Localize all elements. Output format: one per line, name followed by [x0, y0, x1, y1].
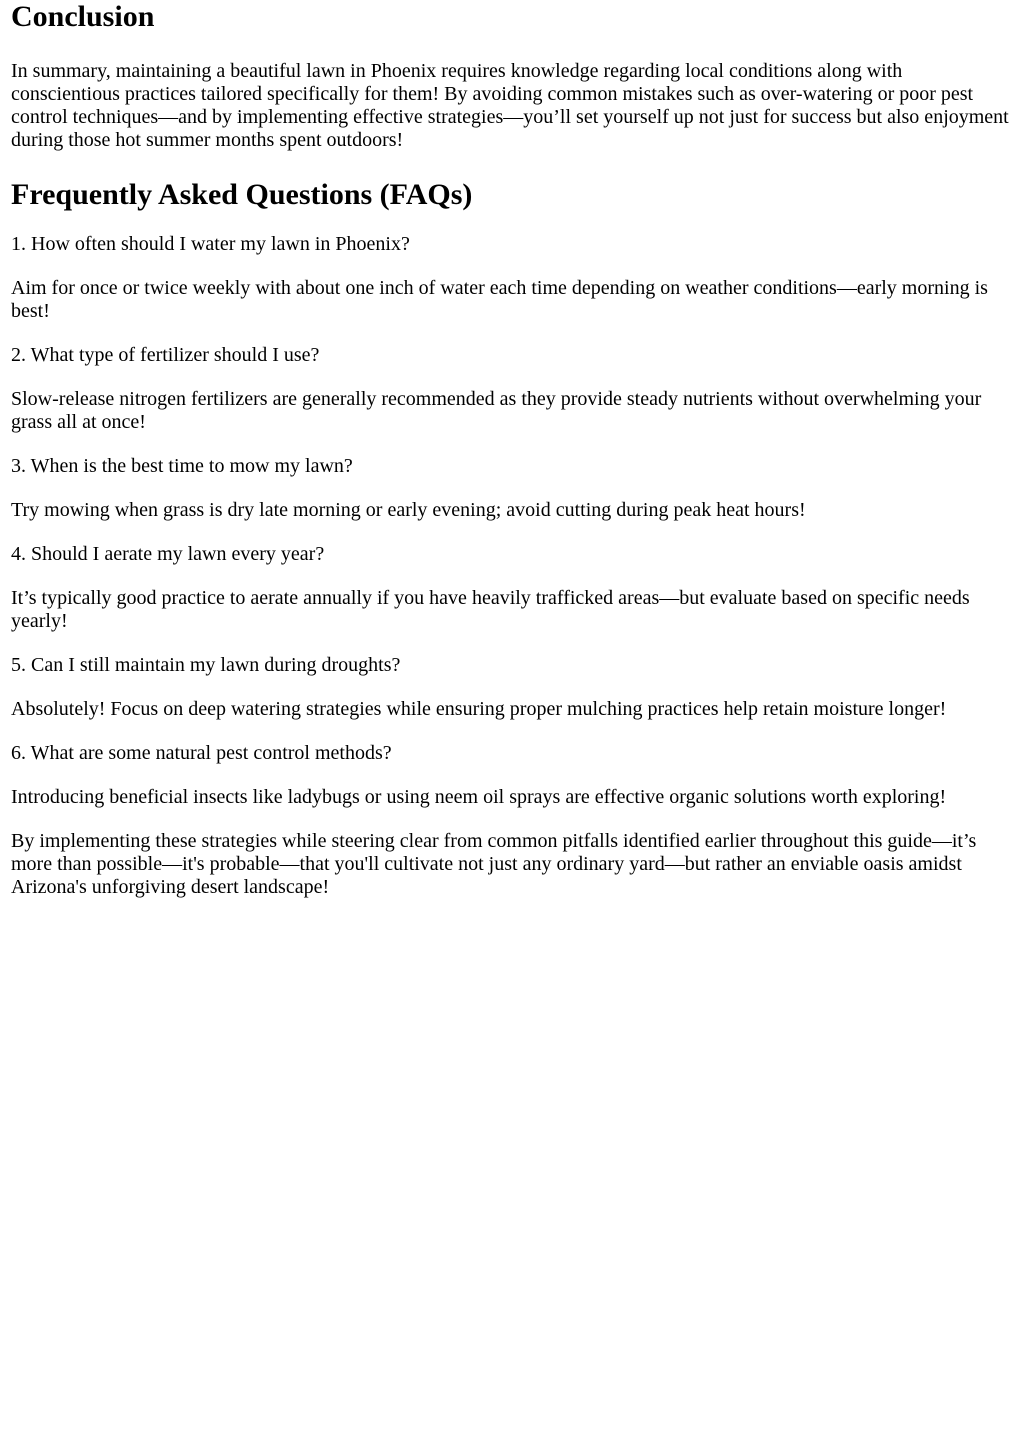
faq-question-3: 3. When is the best time to mow my lawn? — [11, 455, 353, 477]
faq-answer-4: It’s typically good practice to aerate annually if you have heavily trafficked areas—but evaluate based on specific needs yearly! — [11, 587, 970, 632]
conclusion-paragraph: In summary, maintaining a beautiful lawn in Phoenix requires knowledge regarding local conditions along with conscientious practices tailored specifically for them! By avoiding common mistakes such as over-watering or poor pest control techniques—and by implementing effective strategies—you’ll set yourself up not just for success but also enjoyment during those hot summer months spent outdoors! — [11, 60, 1009, 151]
faq-question-1: 1. How often should I water my lawn in Phoenix? — [11, 233, 410, 255]
faq-answer-1: Aim for once or twice weekly with about one inch of water each time depending on weather conditions—early morning is best! — [11, 277, 988, 322]
conclusion-heading: Conclusion — [11, 0, 155, 33]
faq-heading: Frequently Asked Questions (FAQs) — [11, 178, 473, 211]
closing-paragraph: By implementing these strategies while steering clear from common pitfalls identified earlier throughout this guide—it’s more than possible—it's probable—that you'll cultivate not just any ordinary yard—but rather an enviable oasis amidst Arizona's unforgiving desert landscape! — [11, 830, 977, 898]
faq-question-6: 6. What are some natural pest control methods? — [11, 742, 392, 764]
faq-answer-6: Introducing beneficial insects like ladybugs or using neem oil sprays are effective organic solutions worth exploring! — [11, 786, 947, 808]
faq-answer-5: Absolutely! Focus on deep watering strategies while ensuring proper mulching practices help retain moisture longer! — [11, 698, 947, 720]
faq-question-4: 4. Should I aerate my lawn every year? — [11, 543, 325, 565]
faq-question-5: 5. Can I still maintain my lawn during droughts? — [11, 654, 401, 676]
faq-answer-3: Try mowing when grass is dry late morning or early evening; avoid cutting during peak heat hours! — [11, 499, 806, 521]
faq-question-2: 2. What type of fertilizer should I use? — [11, 344, 320, 366]
faq-answer-2: Slow-release nitrogen fertilizers are generally recommended as they provide steady nutrients without overwhelming your grass all at once! — [11, 388, 982, 433]
